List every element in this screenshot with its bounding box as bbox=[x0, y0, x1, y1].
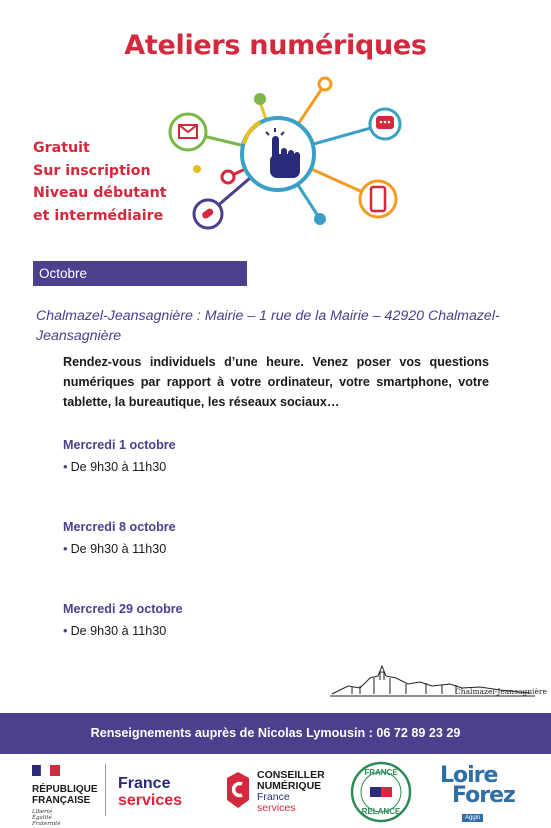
feature-registration: Sur inscription bbox=[33, 162, 151, 179]
republique-francaise-logo bbox=[32, 763, 98, 827]
session-item bbox=[63, 600, 183, 640]
marianne-icon bbox=[32, 765, 60, 776]
session-time-row bbox=[63, 458, 176, 476]
conseiller-c-icon bbox=[225, 770, 251, 810]
session-time: De 9h30 à 11h30 bbox=[70, 542, 167, 556]
digital-hub-illustration bbox=[160, 74, 390, 234]
fs-line2: services bbox=[118, 792, 183, 809]
session-date: Mercredi 29 octobre bbox=[63, 602, 183, 616]
session-item bbox=[63, 518, 176, 558]
feature-level-2: et intermédiaire bbox=[33, 207, 164, 224]
lf-line1: Loire bbox=[440, 763, 498, 788]
cn-line3: France bbox=[257, 791, 290, 803]
france-relance-badge-icon bbox=[350, 761, 412, 823]
loire-forez-logo bbox=[440, 763, 515, 824]
feature-level: Niveau débutant bbox=[33, 185, 167, 201]
location-address: Chalmazel-Jeansagnière : Mairie – 1 rue de la Mairie – 42920 Chalmazel-Jeansagnière bbox=[36, 308, 500, 344]
session-time-row bbox=[63, 540, 176, 558]
logo-divider bbox=[105, 764, 106, 816]
session-time: De 9h30 à 11h30 bbox=[70, 460, 167, 474]
relance-top-text: FRANCE bbox=[364, 768, 398, 777]
rf-motto1: Liberté bbox=[32, 809, 53, 815]
month-banner: Octobre bbox=[33, 261, 247, 286]
session-item bbox=[63, 436, 176, 476]
description: Rendez-vous individuels d’une heure. Venez poser vos questions numériques par rapport à votre ordinateur, votre smartphone, votre tablette, la bureautique, les réseaux sociaux… bbox=[63, 355, 489, 409]
page-title: Ateliers numériques bbox=[124, 30, 427, 61]
cn-line1: CONSEILLER bbox=[257, 769, 325, 781]
fs-line1: France bbox=[118, 775, 171, 792]
cn-line2: NUMÉRIQUE bbox=[257, 780, 322, 792]
session-date: Mercredi 1 octobre bbox=[63, 438, 176, 452]
rf-motto2: Égalité bbox=[32, 815, 52, 821]
session-time: De 9h30 à 11h30 bbox=[70, 624, 167, 638]
relance-bottom-text: RELANCE bbox=[361, 807, 401, 816]
lf-tag: Agglo bbox=[462, 814, 483, 822]
feature-free: Gratuit bbox=[33, 140, 90, 156]
rf-line2: FRANÇAISE bbox=[32, 795, 91, 806]
village-logo bbox=[330, 660, 547, 702]
partner-logos bbox=[0, 754, 551, 827]
bullet-icon: • bbox=[63, 623, 68, 638]
village-logo-text: Chalmazel-Jeansagnière bbox=[455, 687, 547, 696]
cn-line4: services bbox=[257, 802, 296, 814]
session-date: Mercredi 8 octobre bbox=[63, 520, 176, 534]
bullet-icon: • bbox=[63, 459, 68, 474]
session-time-row bbox=[63, 622, 183, 640]
features-list bbox=[33, 137, 167, 227]
lf-line2: Forez bbox=[452, 783, 515, 808]
france-relance-logo bbox=[350, 761, 412, 828]
bullet-icon: • bbox=[63, 541, 68, 556]
contact-banner: Renseignements auprès de Nicolas Lymousin : 06 72 89 23 29 bbox=[0, 713, 551, 754]
rf-motto3: Fraternité bbox=[32, 821, 61, 827]
rf-line1: RÉPUBLIQUE bbox=[32, 784, 98, 795]
france-services-logo bbox=[118, 775, 182, 809]
